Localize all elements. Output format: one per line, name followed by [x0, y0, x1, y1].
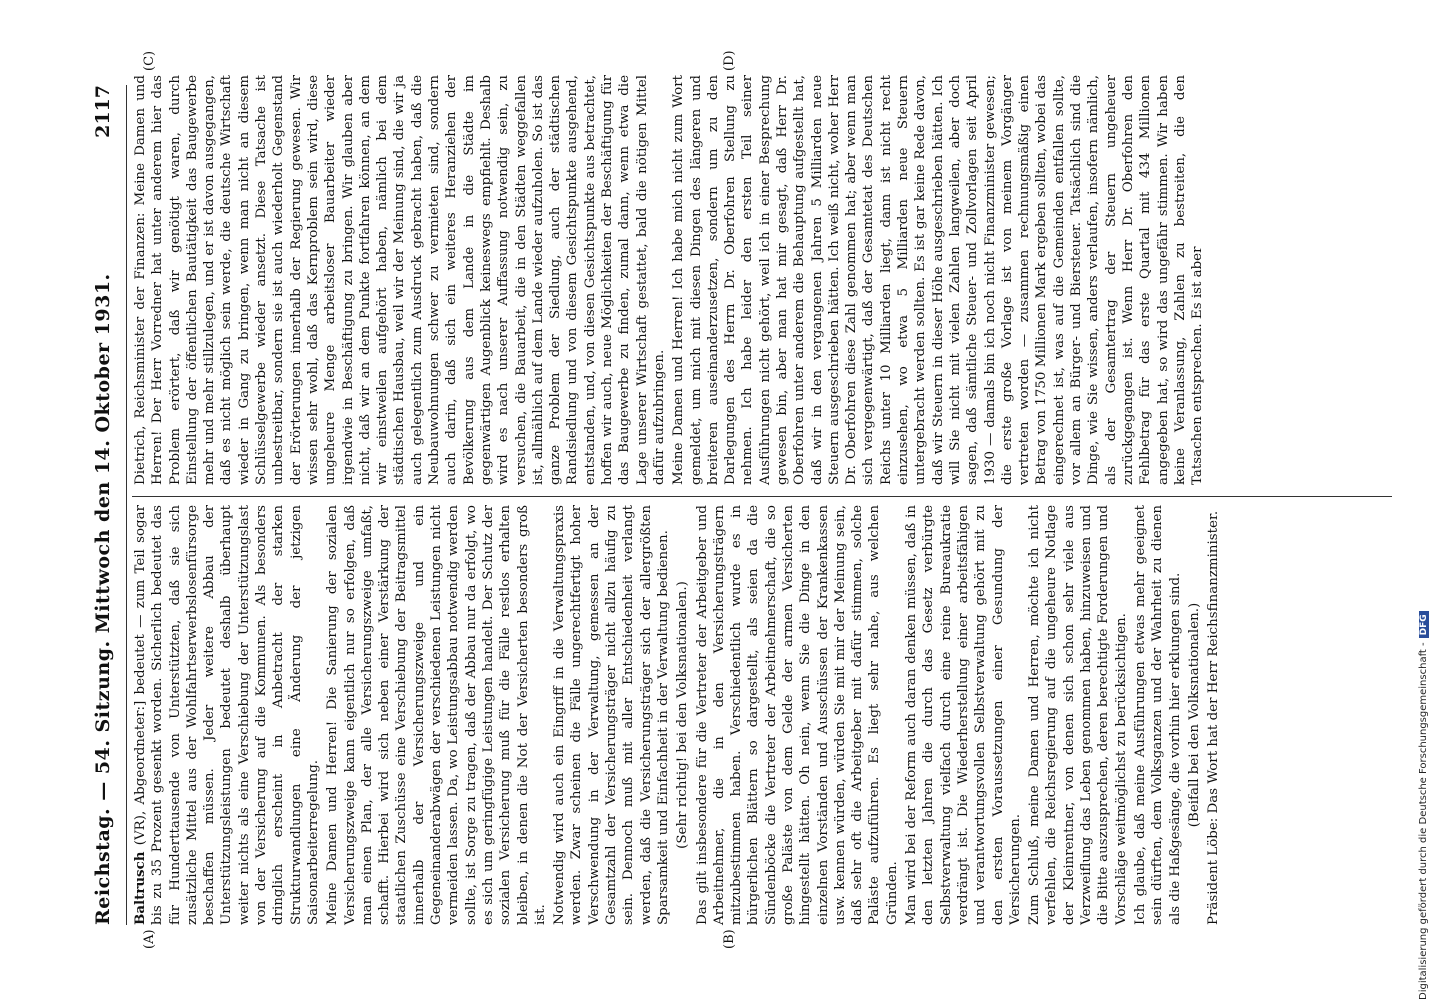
paragraph: Präsident Löbe: Das Wort hat der Herr Reichsfinanzminister.	[1206, 510, 1222, 925]
header-rule	[126, 85, 127, 925]
dfg-logo: DFG	[1419, 611, 1429, 638]
digitization-credit	[1418, 0, 1434, 1000]
margin-mark-b: (B)	[722, 929, 737, 949]
paragraph: Man wird bei der Reform auch daran denken müssen, daß in den letzten Jahren die durch das Gesetz verbürgte Selbstverwaltung vielfach durch eine reine Bureaukratie verdrängt ist. Die Wiederherstellung einer arbeitsfähigen und verantwortungsvollen Selbstverwaltung gehört mit zu den ersten Voraussetzungen einer Gesundung der Versicherungen.	[904, 505, 1023, 925]
page-header	[90, 85, 122, 925]
paragraph-text: (VR), Abgeordneter:] bedeutet — zum Teil sogar bis zu 35 Prozent gesenkt worden. Sicherlich bedeutet das für Hunderttausende von Unterstützten, daß sie sich zusätzliche Mittel aus der Wohlfahrtserwerbslosenfürsorge beschaffen müssen. Jeder weitere Abbau der Unterstützungsleistungen bedeutet deshalb überhaupt weiter nichts als eine Verschiebung der Unterstützungslast von der Versicherung auf die Kommunen. Als besonders dringlich erscheint in Anbetracht der starken Strukturwandlungen eine Änderung der jetzigen Saisonarbeiterregelung.	[133, 505, 321, 925]
credit-text: Digitalisierung gefördert durch die Deutsche Forschungsgemeinschaft -	[1418, 642, 1429, 1000]
column-rule	[132, 496, 1392, 497]
interjection: (Sehr richtig! bei den Volksnationalen.)	[675, 581, 691, 849]
interjection: (Beifall bei den Volksnationalen.)	[1186, 602, 1202, 828]
paragraph	[132, 505, 322, 925]
running-title: Reichstag. — 54. Sitzung. Mittwoch den 14. Oktober 1931.	[92, 273, 114, 925]
right-column	[132, 75, 1392, 485]
paragraph: Meine Damen und Herren! Die Sanierung der sozialen Versicherungszweige kann eigentlich nur so erfolgen, daß man einen Plan, der alle Versicherungszweige umfaßt, schafft. Hierbei wird sich neben einer Verstärkung der staatlichen Zuschüsse eine Verschiebung der Beitragsmittel innerhalb der Versicherungszweige und ein Gegeneinanderabwägen der verschiedenen Leistungen nicht vermeiden lassen. Da, wo Leistungsabbau notwendig werden sollte, ist Sorge zu tragen, daß der Abbau nur da erfolgt, wo es sich um geringfügige Leistungen handelt. Der Schutz der sozialen Versicherung muß für die Fälle restlos erhalten bleiben, in denen die Not der Versicherten besonders groß ist.	[325, 505, 548, 925]
paragraph: Meine Damen und Herren! Ich habe mich nicht zum Wort gemeldet, um mich mit diesen Dingen des längeren und breiteren auseinanderzusetzen, sondern um zu den Darlegungen des Herrn Dr. Oberfohren Stellung zu nehmen. Ich habe leider den ersten Teil seiner Ausführungen nicht gehört, weil ich in einer Besprechung gewesen bin, aber man hat mir gesagt, daß Herr Dr. Oberfohren unter anderem die Behauptung aufgestellt hat, daß wir in den vergangenen Jahren 5 Milliarden neue Steuern ausgeschrieben hätten. Ich weiß nicht, woher Herr Dr. Oberfohren diese Zahl genommen hat; aber wenn man sich vergegenwärtigt, daß der Gesamtetat des Deutschen Reichs unter 10 Milliarden liegt, dann ist nicht recht einzusehen, wo etwa 5 Milliarden neue Steuern untergebracht werden sollten. Es ist gar keine Rede davon, daß wir Steuern in dieser Höhe ausgeschrieben hätten. Ich will Sie nicht mit vielen Zahlen langweilen, aber doch sagen, daß sämtliche Steuer- und Zollvorlagen seit April 1930 — damals bin ich noch nicht Finanzminister gewesen; die erste große Vorlage ist von meinem Vorgänger vertreten worden — zusammen rechnungsmäßig einen Betrag von 1750 Millionen Mark ergeben sollten, wobei das eingerechnet ist, was auf die Gemeinden entfallen sollte, vor allem an Bürger- und Biersteuer. Tatsächlich sind die Dinge, wie Sie wissen, anders verlaufen, insofern nämlich, als der Gesamtertrag der Steuern ungeheuer zurückgegangen ist. Wenn Herr Dr. Oberfohren den Fehlbetrag für das erste Quartal mit 434 Millionen angegeben hat, so wird das ungefähr stimmen. Wir haben keine Veranlassung, Zahlen zu bestreiten, die den Tatsachen entsprechen. Es ist aber	[671, 75, 1206, 485]
page-number: 2117	[92, 85, 114, 138]
paragraph: Ich glaube, daß meine Ausführungen etwas mehr geeignet sein dürften, dem Volksganzen und der Wahrheit zu dienen als die Haßgesänge, die vorhin hier erklungen sind.	[1132, 505, 1183, 925]
margin-mark-c: (C)	[142, 50, 157, 71]
left-column	[132, 505, 1392, 925]
speaker-name: Baltrusch	[132, 851, 148, 925]
paragraph: Zum Schluß, meine Damen und Herren, möchte ich nicht verfehlen, die Reichsregierung auf die ungeheure Notlage der Kleinrentner, von denen sich schon sehr viele aus Verzweiflung das Leben genommen haben, hinzuweisen und die Bitte auszusprechen, deren berechtigte Forderungen und Vorschläge weitmöglichst zu berücksichtigen.	[1027, 505, 1129, 925]
rotated-sheet	[82, 50, 1412, 955]
margin-mark-d: (D)	[722, 50, 737, 71]
paragraph: Dietrich, Reichsminister der Finanzen: Meine Damen und Herren! Der Herr Vorredner hat unter anderem hier das Problem erörtert, daß wir genötigt waren, durch Einstellung der öffentlichen Bautätigkeit das Baugewerbe mehr und mehr stillzulegen, und er ist davon ausgegangen, daß es nicht möglich sein werde, die deutsche Wirtschaft wieder in Gang zu bringen, wenn man nicht an diesem Schlüsselgewerbe wieder ansetzt. Diese Tatsache ist unbestreitbar, sondern sie ist auch wiederholt Gegenstand der Erörterungen innerhalb der Regierung gewesen. Wir wissen sehr wohl, daß das Kernproblem sein wird, diese ungeheure Menge arbeitsloser Bauarbeiter wieder irgendwie in Beschäftigung zu bringen. Wir glauben aber nicht, daß wir an dem Punkte fortfahren können, an dem wir einstweilen aufgehört haben, nämlich bei dem städtischen Hausbau, weil wir der Meinung sind, die wir ja auch gelegentlich zum Ausdruck gebracht haben, daß die Neubauwohnungen schwer zu vermieten sind, sondern auch darin, daß sich ein weiteres Heranziehen der Bevölkerung aus dem Lande in die Städte im gegenwärtigen Augenblick keineswegs empfiehlt. Deshalb wird es nach unserer Auffassung notwendig sein, zu versuchen, die Bauarbeit, die in den Städten weggefallen ist, allmählich auf dem Lande wieder aufzuholen. So ist das ganze Problem der Siedlung, auch der städtischen Randsiedlung und von diesem Gesichtspunkte ausgehend, entstanden, und, von diesen Gesichtspunkte aus betrachtet, hoffen wir auch, neue Möglichkeiten der Beschäftigung für das Baugewerbe zu finden, zumal dann, wenn etwa die Lage unserer Wirtschaft gestattet, bald die nötigen Mittel dafür aufzubringen.	[133, 75, 667, 485]
paragraph: Notwendig wird auch ein Eingriff in die Verwaltungspraxis werden. Zwar scheinen die Fälle ungerechtfertigt hoher Verschwendung in der Verwaltung, gemessen an der Gesamtzahl der Versicherungsträger nicht allzu häufig zu sein. Dennoch muß mit aller Entschiedenheit verlangt werden, daß die Versicherungsträger sich der allergrößten Sparsamkeit und Einfachheit in der Verwaltung bedienen.	[552, 505, 671, 925]
paragraph: Das gilt insbesondere für die Vertreter der Arbeitgeber und Arbeitnehmer, die in den Versicherungsträgern mitzubestimmen haben. Verschiedentlich wurde es in bürgerlichen Blättern so dargestellt, als seien da die Sündenböcke die Vertreter der Arbeitnehmerschaft, die so große Paläste von dem Gelde der armen Versicherten hingestellt hätten. Oh nein, wenn Sie die Dinge in den einzelnen Vorständen und Ausschüssen der Krankenkassen usw. kennen würden, würden Sie mit mir der Meinung sein, daß sehr oft die Arbeitgeber mit dafür stimmen, solche Paläste aufzuführen. Es liegt sehr nahe, aus welchen Gründen.	[694, 505, 900, 925]
margin-mark-a: (A)	[142, 929, 157, 949]
